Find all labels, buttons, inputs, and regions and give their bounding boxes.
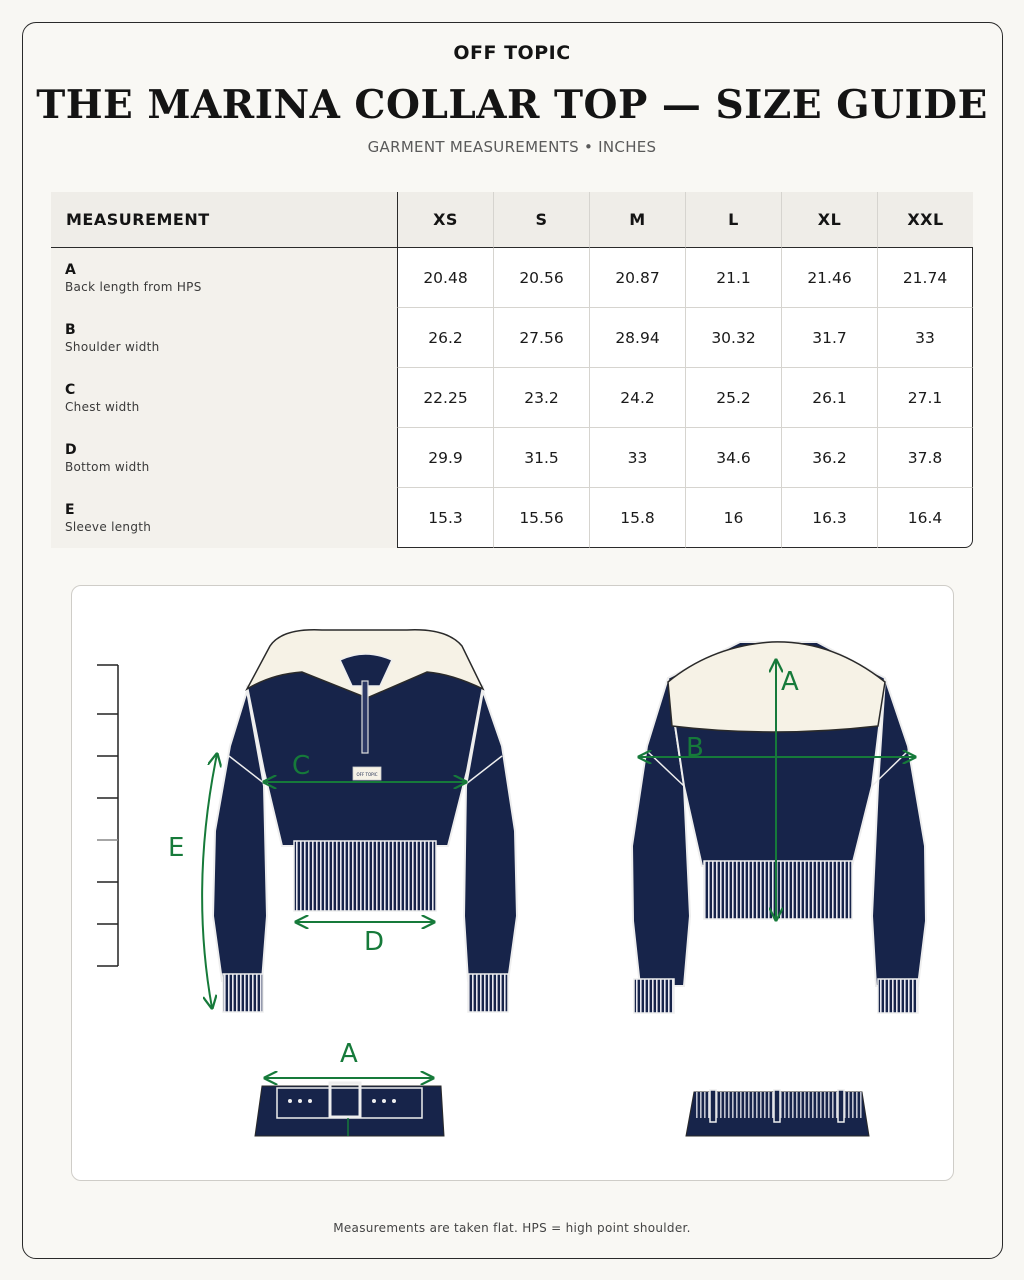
value-cell: 20.87 [589,248,685,308]
measurement-letter: B [65,322,76,338]
ruler [97,665,118,966]
measurement-name: Shoulder width [65,340,160,354]
value-cell: 34.6 [685,428,781,488]
label-b: B [686,733,704,763]
measurement-cell [51,488,397,548]
value-cell: 36.2 [781,428,877,488]
measurement-name: Bottom width [65,460,150,474]
value-cell: 16.3 [781,488,877,548]
label-d: D [364,927,385,957]
value-cell: 27.1 [877,368,973,428]
measurement-letter: C [65,382,76,398]
chest-tag-text: OFF TOPIC [356,772,378,777]
value-cell: 25.2 [685,368,781,428]
header-size-xxl: XXL [877,192,973,248]
measurement-cell [51,368,397,428]
value-cell: 22.25 [397,368,493,428]
value-cell: 33 [589,428,685,488]
value-cell: 28.94 [589,308,685,368]
value-cell: 21.1 [685,248,781,308]
table-header-row [51,192,973,248]
table-row [51,308,973,368]
value-cell: 29.9 [397,428,493,488]
value-cell: 27.56 [493,308,589,368]
value-cell: 16 [685,488,781,548]
page-subtitle: GARMENT MEASUREMENTS • INCHES [367,138,657,156]
value-cell: 30.32 [685,308,781,368]
value-cell: 20.56 [493,248,589,308]
size-table [51,192,973,548]
header-size-xs: XS [397,192,493,248]
table-row [51,428,973,488]
table-row [51,248,973,308]
value-cell: 26.1 [781,368,877,428]
table-row [51,488,973,548]
label-a-detail: A [340,1039,358,1069]
garment-illustration [72,586,954,1181]
label-c: C [292,751,311,781]
measurement-cell [51,248,397,308]
measurement-cell [51,428,397,488]
table-row [51,368,973,428]
header-measurement: MEASUREMENT [51,192,397,248]
brand-name: OFF TOPIC [453,42,571,64]
measurement-cell [51,308,397,368]
label-a-back: A [781,667,799,697]
value-cell: 15.56 [493,488,589,548]
value-cell: 16.4 [877,488,973,548]
label-e: E [168,833,185,863]
value-cell: 31.5 [493,428,589,488]
value-cell: 21.46 [781,248,877,308]
back-view [632,642,926,1013]
measurement-letter: D [65,442,77,458]
measurement-name: Sleeve length [65,520,152,534]
value-cell: 24.2 [589,368,685,428]
measurement-name: Chest width [65,400,140,414]
measurement-name: Back length from HPS [65,280,202,294]
value-cell: 37.8 [877,428,973,488]
measurement-letter: E [65,502,75,518]
footnote: Measurements are taken flat. HPS = high point shoulder. [333,1221,691,1235]
value-cell: 33 [877,308,973,368]
value-cell: 20.48 [397,248,493,308]
value-cell: 23.2 [493,368,589,428]
garment-diagram [71,585,954,1181]
belt-detail-back [686,1090,869,1136]
header-size-s: S [493,192,589,248]
header-size-m: M [589,192,685,248]
value-cell: 21.74 [877,248,973,308]
belt-detail-front [255,1083,444,1136]
value-cell: 26.2 [397,308,493,368]
value-cell: 31.7 [781,308,877,368]
value-cell: 15.3 [397,488,493,548]
page-title: THE MARINA COLLAR TOP — SIZE GUIDE [36,82,988,128]
value-cell: 15.8 [589,488,685,548]
header-size-xl: XL [781,192,877,248]
header-size-l: L [685,192,781,248]
measurement-letter: A [65,262,76,278]
